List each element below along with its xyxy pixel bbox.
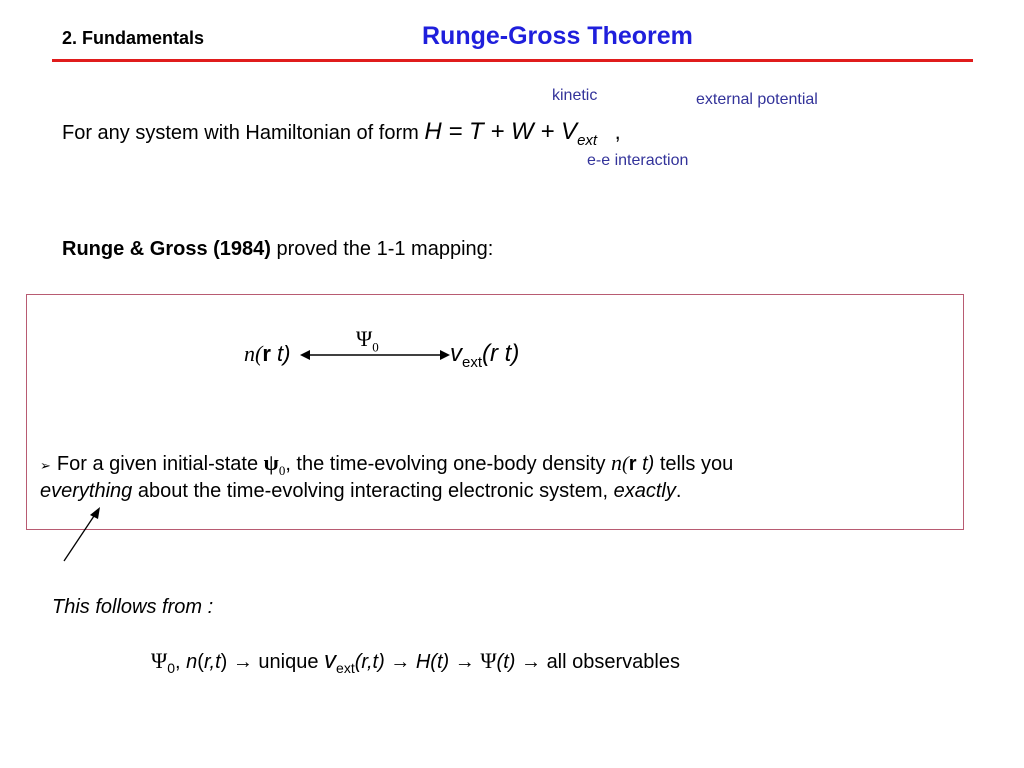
trailing-comma: , (614, 119, 621, 144)
kinetic-label: kinetic (552, 87, 598, 104)
psi0-label: $\Psi_0$ (356, 326, 379, 355)
proved-text: proved the 1-1 mapping: (276, 238, 494, 260)
potential-term: $v_{ext}(r$ t) (450, 340, 520, 371)
emphasis-everything: everything (40, 480, 133, 502)
implies-arrow-icon: → (515, 651, 547, 673)
implies-arrow-icon: → (449, 651, 481, 673)
intro-text: For any system with Hamiltonian of form (62, 122, 419, 144)
header-divider (52, 59, 973, 62)
follows-label: This follows from : (52, 596, 214, 618)
ee-interaction-label: e-e interaction (587, 152, 689, 169)
external-potential-label: external potential (696, 91, 818, 108)
implication-chain: $\Psi_0$, n(r,t) → unique $v_{ext}(r,t) \to H(t) \to \Psi(t)$ → all observables (151, 647, 680, 676)
density-term: n(r t) (244, 341, 291, 366)
emphasis-exactly: exactly (613, 480, 676, 502)
psi-symbol: ψ (263, 450, 279, 475)
authors: Runge & Gross (1984) (62, 238, 271, 260)
statement-line-2: everything about the time-evolving interacting electronic system, exactly. (40, 480, 682, 502)
hamiltonian-equation: $H = T + W + V_{ext}$ (424, 118, 598, 149)
proved-line (62, 238, 493, 261)
implies-arrow-icon: → (384, 651, 416, 673)
pointer-arrow (60, 505, 105, 565)
slide-title: Runge-Gross Theorem (422, 22, 693, 50)
bullet-arrow-icon: ➢ (40, 458, 51, 473)
implies-arrow-icon: → (227, 651, 259, 673)
double-arrow (300, 345, 450, 365)
section-label: 2. Fundamentals (62, 28, 205, 48)
hamiltonian-statement (62, 118, 621, 149)
statement-line-1: ➢ For a given initial-state $\psi_0$, the time-evolving one-body density n(r t) tells you (40, 450, 734, 478)
